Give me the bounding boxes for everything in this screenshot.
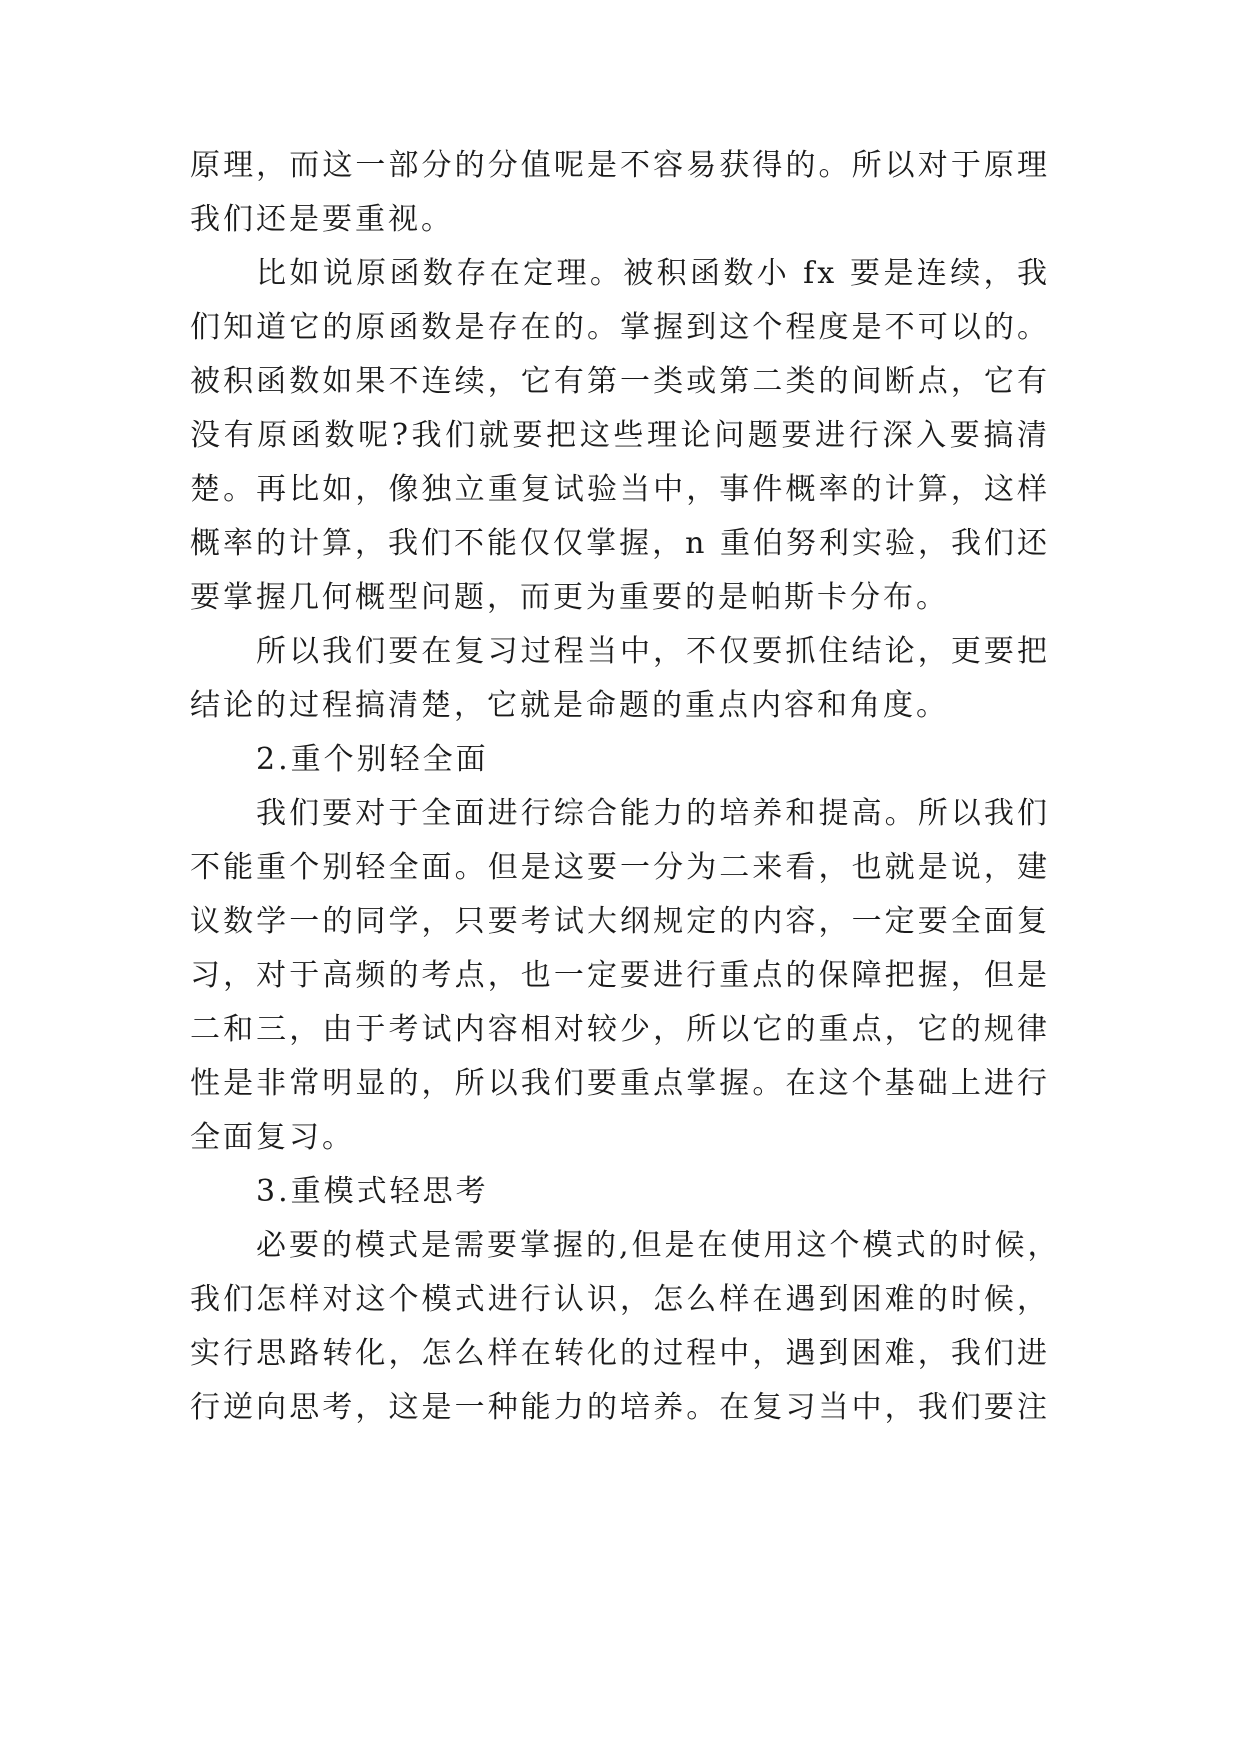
text-line: 不能重个别轻全面。但是这要一分为二来看，也就是说，建 [190,850,1050,885]
text-line: 被积函数如果不连续，它有第一类或第二类的间断点，它有 [190,364,1050,399]
text-line: 我们要对于全面进行综合能力的培养和提高。所以我们 [256,796,1050,831]
text-line: 我们还是要重视。 [190,202,454,237]
text-line: 楚。再比如，像独立重复试验当中，事件概率的计算，这样 [190,472,1050,507]
text-line: 必要的模式是需要掌握的,但是在使用这个模式的时候， [256,1228,1061,1263]
section-heading: 3.重模式轻思考 [256,1174,489,1209]
text-line: 行逆向思考，这是一种能力的培养。在复习当中，我们要注 [190,1390,1050,1425]
section-heading: 2.重个别轻全面 [256,742,489,777]
text-line: 概率的计算，我们不能仅仅掌握，n 重伯努利实验，我们还 [190,526,1050,561]
text-line: 们知道它的原函数是存在的。掌握到这个程度是不可以的。 [190,310,1050,345]
text-line: 要掌握几何概型问题，而更为重要的是帕斯卡分布。 [190,580,949,615]
text-line: 比如说原函数存在定理。被积函数小 fx 要是连续，我 [256,256,1050,291]
text-line: 所以我们要在复习过程当中，不仅要抓住结论，更要把 [256,634,1050,669]
text-line: 习，对于高频的考点，也一定要进行重点的保障把握，但是 [190,958,1050,993]
text-line: 结论的过程搞清楚，它就是命题的重点内容和角度。 [190,688,949,723]
text-line: 性是非常明显的，所以我们要重点掌握。在这个基础上进行 [190,1066,1050,1101]
text-line: 议数学一的同学，只要考试大纲规定的内容，一定要全面复 [190,904,1050,939]
text-line: 实行思路转化，怎么样在转化的过程中，遇到困难，我们进 [190,1336,1050,1371]
text-line: 二和三，由于考试内容相对较少，所以它的重点，它的规律 [190,1012,1050,1047]
text-line: 我们怎样对这个模式进行认识，怎么样在遇到困难的时候， [190,1282,1050,1317]
text-line: 没有原函数呢?我们就要把这些理论问题要进行深入要搞清 [190,418,1050,453]
text-line: 原理，而这一部分的分值呢是不容易获得的。所以对于原理 [190,148,1050,183]
text-line: 全面复习。 [190,1120,355,1155]
